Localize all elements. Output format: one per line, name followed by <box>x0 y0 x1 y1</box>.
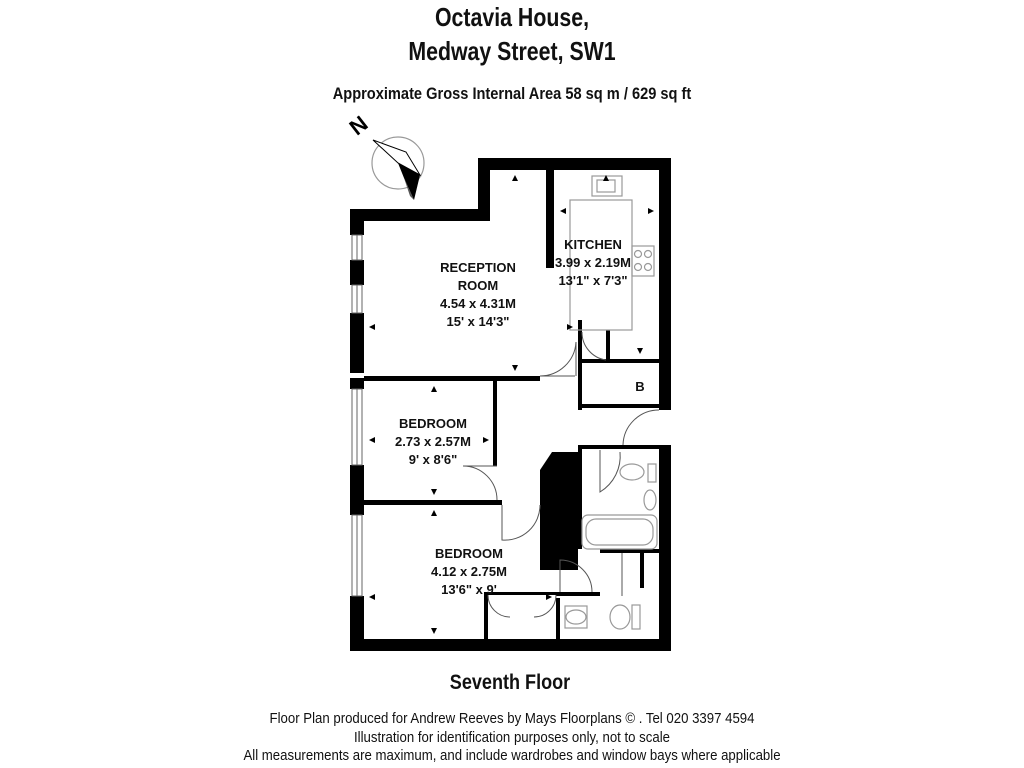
windows <box>352 235 362 596</box>
svg-text:15' x 14'3": 15' x 14'3" <box>446 314 510 329</box>
svg-text:BEDROOM: BEDROOM <box>435 546 503 561</box>
svg-text:BEDROOM: BEDROOM <box>399 416 467 431</box>
svg-text:KITCHEN: KITCHEN <box>564 237 622 252</box>
property-title-line1: Octavia House, <box>434 2 590 32</box>
svg-text:13'6" x 9': 13'6" x 9' <box>441 582 497 597</box>
svg-text:RECEPTION: RECEPTION <box>440 260 516 275</box>
svg-text:13'1" x 7'3": 13'1" x 7'3" <box>558 273 628 288</box>
floor-label: Seventh Floor <box>449 671 571 694</box>
svg-text:4.54 x 4.31M: 4.54 x 4.31M <box>440 296 516 311</box>
property-title-line2: Medway Street, SW1 <box>408 36 616 66</box>
svg-text:4.12 x 2.75M: 4.12 x 2.75M <box>431 564 507 579</box>
svg-text:3.99 x 2.19M: 3.99 x 2.19M <box>555 255 631 270</box>
svg-text:2.73 x 2.57M: 2.73 x 2.57M <box>395 434 471 449</box>
gross-internal-area: Approximate Gross Internal Area 58 sq m / 629 sq ft <box>332 84 692 103</box>
room-label-kitchen <box>555 237 631 288</box>
north-compass-icon <box>345 111 424 200</box>
room-label-bedroom-1 <box>395 416 471 467</box>
svg-text:9' x 8'6": 9' x 8'6" <box>408 452 458 467</box>
footer-credit: Floor Plan produced for Andrew Reeves by Mays Floorplans © . Tel 020 3397 4594 <box>269 710 755 727</box>
kitchen-fixtures <box>570 176 654 330</box>
footer-measurements-note: All measurements are maximum, and include wardrobes and window bays where applicable <box>243 747 781 764</box>
svg-text:ROOM: ROOM <box>457 278 499 293</box>
room-label-reception <box>440 260 516 329</box>
room-label-bedroom-2 <box>431 546 507 597</box>
north-label: N <box>344 110 373 141</box>
footer-disclaimer: Illustration for identification purposes only, not to scale <box>353 729 671 746</box>
room-label-cupboard: B <box>635 379 645 394</box>
